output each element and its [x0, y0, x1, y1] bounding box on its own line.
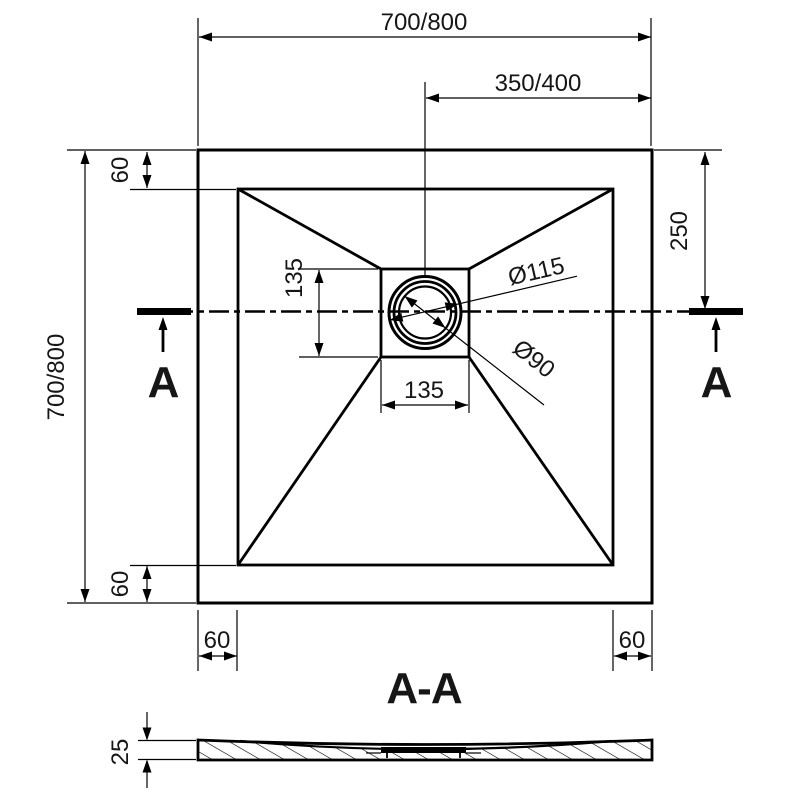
dim-overall-width-label: 700/800: [380, 9, 468, 36]
dim-thickness-arrow-up: [143, 760, 152, 773]
dim-rim-left-label: 60: [203, 627, 231, 654]
slope-diagonal-bottom-left: [238, 357, 381, 565]
section-label-right: A: [700, 358, 732, 407]
dim-rim-top-label: 60: [107, 156, 134, 184]
dim-thickness-arrow-down: [143, 728, 152, 741]
dim-drain-offset-arrow-bottom: [701, 296, 710, 309]
slope-diagonal-top-left: [238, 189, 381, 269]
dim-drain-height-arrow-top: [315, 270, 324, 283]
dim-center-edge-arrow-left: [426, 94, 439, 103]
dim-overall-width-arrow-left: [199, 33, 212, 42]
dim-rim-bottom-arrow-up: [143, 566, 152, 579]
slope-diagonal-bottom-right: [469, 357, 613, 565]
dim-drain-inner-dia-arrow-left: [405, 296, 418, 308]
dim-center-edge-label: 350/400: [494, 70, 582, 97]
plan-view: [43, 9, 743, 671]
dim-drain-height-arrow-bottom: [315, 343, 324, 356]
dim-drain-width-arrow-left: [382, 401, 395, 410]
dim-overall-height-label: 700/800: [43, 333, 70, 421]
dim-center-edge-arrow-right: [638, 94, 651, 103]
dim-rim-top-arrow-down: [143, 175, 152, 188]
dim-drain-offset-label: 250: [666, 210, 693, 252]
dim-rim-bottom-arrow-down: [143, 589, 152, 602]
section-title: A-A: [386, 664, 462, 713]
section-label-left: A: [147, 358, 179, 407]
dim-drain-outer-dia-arrow-left: [390, 313, 404, 322]
dim-rim-bottom-label: 60: [107, 570, 134, 598]
section-view: [107, 664, 652, 788]
dim-overall-width-arrow-right: [638, 33, 651, 42]
section-arrow-left-head: [159, 317, 168, 330]
dim-drain-offset-arrow-top: [701, 152, 710, 165]
dim-overall-height-arrow-top: [81, 151, 90, 164]
dim-rim-right-label: 60: [618, 627, 646, 654]
dim-thickness-label: 25: [107, 738, 134, 766]
dim-rim-top-arrow-up: [143, 152, 152, 165]
dim-drain-height-label: 135: [281, 257, 308, 299]
dim-overall-height-arrow-bottom: [81, 589, 90, 602]
section-drain-outlet: [381, 747, 466, 753]
dim-drain-width-label: 135: [403, 377, 445, 404]
dim-drain-inner-dia-arrow-right: [433, 316, 446, 328]
section-arrow-right-head: [712, 317, 721, 330]
dim-drain-width-arrow-right: [455, 401, 468, 410]
dim-drain-inner-dia-label: Ø90: [507, 334, 560, 384]
dim-drain-outer-dia-label: Ø115: [505, 252, 568, 292]
